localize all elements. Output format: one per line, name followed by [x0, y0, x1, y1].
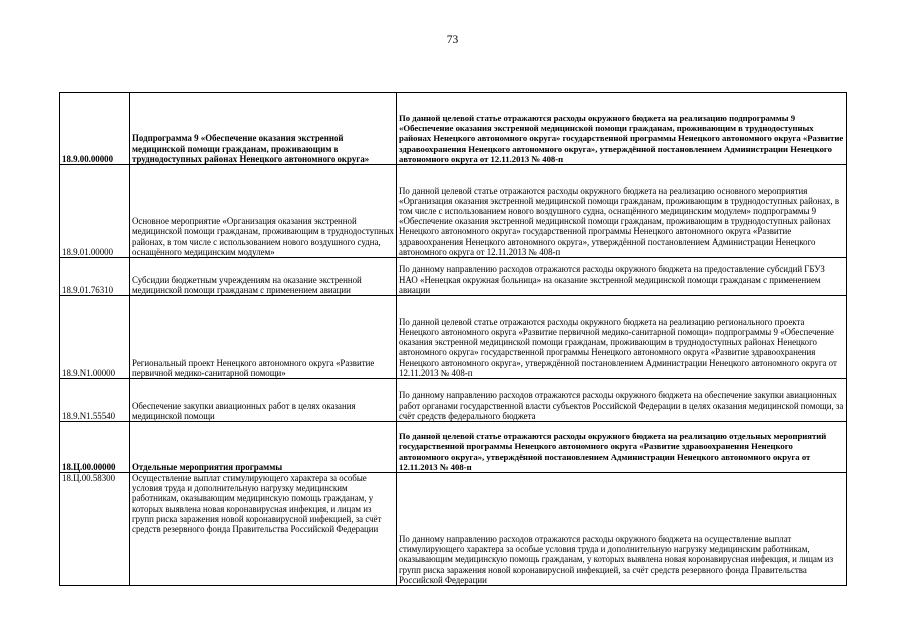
- row-description: По данной целевой статье отражаются расходы окружного бюджета на реализацию подпрограммы 9 «Обеспечение оказания экстренной медицинской помощи гражданам, проживающим в труднодоступных районах Ненецкого автономного округа» государственной программы Ненецкого автономного округа «Развитие здравоохранения Ненецкого автономного округа», утверждённой постановлением Администрации Ненецкого автономного округа от 12.11.2013 № 408-п: [397, 93, 847, 165]
- table-row: [60, 473, 847, 586]
- row-description: По данной целевой статье отражаются расходы окружного бюджета на реализацию регионального проекта Ненецкого автономного округа «Развитие первичной медико-санитарной помощи» подпрограммы 9 «Обеспечение оказания экстренной медицинской помощи гражданам, проживающим в труднодоступных районах Ненецкого автономного округа» государственной программы Ненецкого автономного округа «Развитие здравоохранения Ненецкого автономного округа», утверждённой постановлением Администрации Ненецкого автономного округа от 12.11.2013 № 408-п: [397, 296, 847, 379]
- row-name: Субсидии бюджетным учреждениям на оказание экстренной медицинской помощи гражданам с применением авиации: [130, 258, 397, 296]
- row-name: Подпрограмма 9 «Обеспечение оказания экстренной медицинской помощи гражданам, проживающим в труднодоступных районах Ненецкого автономного округа»: [130, 93, 397, 165]
- row-code: 18.Ц.00.58300: [60, 473, 130, 586]
- table-row: [60, 93, 847, 165]
- budget-classification-table: [59, 92, 847, 586]
- row-code: 18.9.N1.00000: [60, 296, 130, 379]
- row-code: 18.Ц.00.00000: [60, 422, 130, 473]
- table-row: [60, 165, 847, 258]
- page-number: 73: [446, 34, 459, 46]
- table-row: [60, 296, 847, 379]
- row-name: Отдельные мероприятия программы: [130, 422, 397, 473]
- row-description: По данному направлению расходов отражаются расходы окружного бюджета на обеспечение закупки авиационных работ органами государственной власти субъектов Российской Федерации в целях оказания медицинской помощи, за счёт средств федерального бюджета: [397, 379, 847, 422]
- row-name: Осуществление выплат стимулирующего характера за особые условия труда и дополнительную нагрузку медицинским работникам, оказывающим медицинскую помощь гражданам, у которых выявлена новая коронавирусная инфекция, и лицам из групп риска заражения новой коронавирусной инфекцией, за счёт средств резервного фонда Правительства Российской Федерации: [130, 473, 397, 586]
- row-description: По данному направлению расходов отражаются расходы окружного бюджета на осуществление выплат стимулирующего характера за особые условия труда и дополнительную нагрузку медицинским работникам, оказывающим медицинскую помощь гражданам, у которых выявлена новая коронавирусная инфекция, и лицам из групп риска заражения новой коронавирусной инфекцией, за счёт средств резервного фонда Правительства Российской Федерации: [397, 473, 847, 586]
- row-description: По данной целевой статье отражаются расходы окружного бюджета на реализацию основного мероприятия «Организация оказания экстренной медицинской помощи гражданам, проживающим в труднодоступных районах, в том числе с использованием нового воздушного судна, оснащённого медицинским модулем» подпрограммы 9 «Обеспечение оказания экстренной медицинской помощи гражданам, проживающим в труднодоступных районах Ненецкого автономного округа» государственной программы Ненецкого автономного округа «Развитие здравоохранения Ненецкого автономного округа», утверждённой постановлением Администрации Ненецкого автономного округа от 12.11.2013 № 408-п: [397, 165, 847, 258]
- table-row: [60, 379, 847, 422]
- row-description: По данной целевой статье отражаются расходы окружного бюджета на реализацию отдельных мероприятий государственной программы Ненецкого автономного округа «Развитие здравоохранения Ненецкого автономного округа», утверждённой постановлением Администрации Ненецкого автономного округа от 12.11.2013 № 408-п: [397, 422, 847, 473]
- row-code: 18.9.01.00000: [60, 165, 130, 258]
- table-row: [60, 258, 847, 296]
- row-description: По данному направлению расходов отражаются расходы окружного бюджета на предоставление субсидий ГБУЗ НАО «Ненецкая окружная больница» на оказание экстренной медицинской помощи гражданам с применением авиации: [397, 258, 847, 296]
- row-code: 18.9.00.00000: [60, 93, 130, 165]
- table-row: [60, 422, 847, 473]
- row-name: Региональный проект Ненецкого автономного округа «Развитие первичной медико-санитарной помощи»: [130, 296, 397, 379]
- row-code: 18.9.01.76310: [60, 258, 130, 296]
- row-name: Обеспечение закупки авиационных работ в целях оказания медицинской помощи: [130, 379, 397, 422]
- row-code: 18.9.N1.55540: [60, 379, 130, 422]
- row-name: Основное мероприятие «Организация оказания экстренной медицинской помощи гражданам, проживающим в труднодоступных районах, в том числе с использованием нового воздушного судна, оснащённого медицинским модулем»: [130, 165, 397, 258]
